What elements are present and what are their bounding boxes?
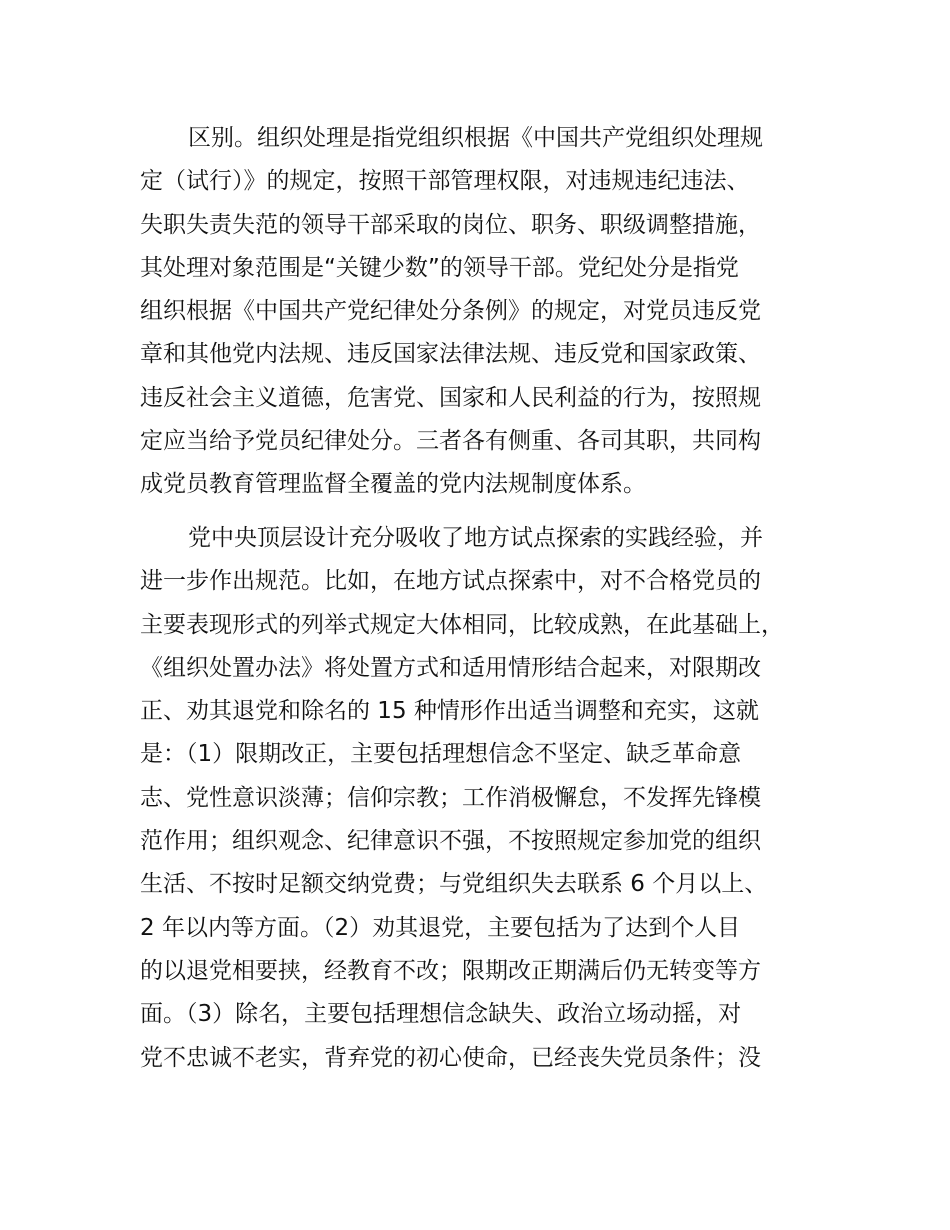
- text-line: 面。（3）除名，主要包括理想信念缺失、政治立场动摇，对: [140, 1001, 742, 1028]
- text-line: 的以退党相要挟，经教育不改；限期改正期满后仍无转变等方: [140, 957, 761, 984]
- text-line: 是：（1）限期改正，主要包括理想信念不坚定、缺乏革命意: [140, 741, 742, 768]
- text-line: 范作用；组织观念、纪律意识不强，不按照规定参加党的组织: [140, 828, 761, 855]
- text-line: 失职失责失范的领导干部采取的岗位、职务、职级调整措施，: [140, 211, 761, 238]
- text-line: 主要表现形式的列举式规定大体相同，比较成熟，在此基础上，: [140, 611, 784, 638]
- text-line: 定（试行）》的规定，按照干部管理权限，对违规违纪违法、: [140, 168, 750, 195]
- text-line: 其处理对象范围是“关键少数”的领导干部。党纪处分是指党: [140, 254, 739, 281]
- text-line: 生活、不按时足额交纳党费；与党组织失去联系 6 个月以上、: [140, 871, 768, 898]
- text-line: 《组织处置办法》将处置方式和适用情形结合起来，对限期改: [140, 654, 761, 681]
- text-line: 定应当给予党员纪律处分。三者各有侧重、各司其职，共同构: [140, 428, 761, 455]
- paragraph-2: [140, 517, 840, 1080]
- text-line: 进一步作出规范。比如，在地方试点探索中，对不合格党员的: [140, 568, 761, 595]
- text-line: 正、劝其退党和除名的 15 种情形作出适当调整和充实，这就: [140, 698, 759, 725]
- text-line: 区别。组织处理是指党组织根据《中国共产党组织处理规: [188, 125, 763, 151]
- text-line: 2 年以内等方面。（2）劝其退党，主要包括为了达到个人目: [140, 914, 741, 941]
- text-line: 党中央顶层设计充分吸收了地方试点探索的实践经验，并: [188, 525, 763, 551]
- text-line: 违反社会主义道德，危害党、国家和人民利益的行为，按照规: [140, 384, 761, 411]
- text-line: 章和其他党内法规、违反国家法律法规、违反党和国家政策、: [140, 341, 761, 368]
- paragraph-1: [140, 117, 840, 507]
- text-line: 志、党性意识淡薄；信仰宗教；工作消极懈怠，不发挥先锋模: [140, 784, 761, 811]
- text-line: 组织根据《中国共产党纪律处分条例》的规定，对党员违反党: [140, 298, 761, 325]
- text-line: 成党员教育管理监督全覆盖的党内法规制度体系。: [140, 471, 646, 498]
- text-line: 党不忠诚不老实，背弃党的初心使命，已经丧失党员条件；没: [140, 1044, 761, 1071]
